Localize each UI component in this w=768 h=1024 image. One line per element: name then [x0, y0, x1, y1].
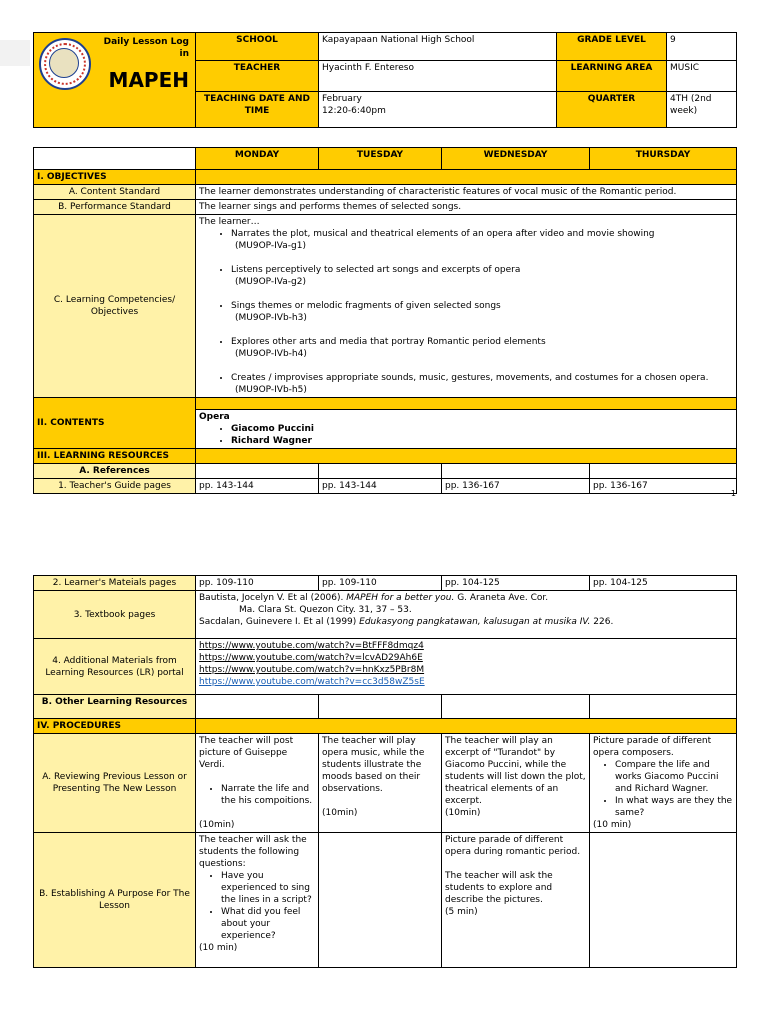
teachers-guide-label: 1. Teacher's Guide pages [34, 479, 196, 494]
grade-label: GRADE LEVEL [557, 33, 667, 61]
learners-materials-label: 2. Learner's Mateials pages [34, 576, 196, 591]
teachers-guide-tuesday: pp. 143-144 [319, 479, 442, 494]
lesson-table-page-2 [33, 575, 737, 968]
objectives-heading: I. OBJECTIVES [34, 170, 196, 185]
youtube-link[interactable]: https://www.youtube.com/watch?v=lcvAD29Ah6E [199, 653, 423, 663]
competency-item: • Creates / improvises appropriate sounds, music, gestures, movements, and costumes for a chosen opera. [231, 372, 733, 384]
reviewing-tuesday: The teacher will play opera music, while the students illustrate the moods based on their observations. (10min) [319, 734, 442, 833]
subject-title: MAPEH [108, 68, 189, 92]
purpose-monday: The teacher will ask the students the following questions: • Have you experienced to sing the lines in a script? • What did you feel about your experience? (10 min) [196, 833, 319, 968]
lesson-table-page-1 [33, 147, 737, 494]
teacher-label: TEACHER [196, 61, 319, 92]
learners-materials-monday: pp. 109-110 [196, 576, 319, 591]
day-header-tuesday: TUESDAY [319, 148, 442, 170]
purpose-thursday [590, 833, 737, 968]
textbook-value: Bautista, Jocelyn V. Et al (2006). MAPEH for a better you. G. Araneta Ave. Cor. Ma. Clara St. Quezon City. 31, 37 – 53. Sacdalan, Guinevere I. Et al (1999) Edukasyong pangkatawan, kalusugan at musika IV. 226. [196, 591, 737, 639]
day-header-wednesday: WEDNESDAY [442, 148, 590, 170]
purpose-tuesday [319, 833, 442, 968]
contents-heading: II. CONTENTS [34, 398, 196, 449]
area-label: LEARNING AREA [557, 61, 667, 92]
learners-materials-tuesday: pp. 109-110 [319, 576, 442, 591]
date-value: February 12:20-6:40pm [319, 92, 557, 128]
references-label: A. References [34, 464, 196, 479]
school-logo-cell [34, 33, 196, 128]
header-table [33, 32, 737, 128]
additional-materials-label: 4. Additional Materials from Learning Resources (LR) portal [34, 639, 196, 695]
resources-heading: III. LEARNING RESOURCES [34, 449, 196, 464]
day-header-thursday: THURSDAY [590, 148, 737, 170]
corner-cell [34, 148, 196, 170]
learners-materials-thursday: pp. 104-125 [590, 576, 737, 591]
grade-value: 9 [667, 33, 737, 61]
school-value: Kapayapaan National High School [319, 33, 557, 61]
content-standard-label: A. Content Standard [34, 185, 196, 200]
youtube-link[interactable]: https://www.youtube.com/watch?v=BtFFF8dmqz4 [199, 641, 424, 651]
learners-materials-wednesday: pp. 104-125 [442, 576, 590, 591]
other-resources-label: B. Other Learning Resources [34, 695, 196, 719]
teachers-guide-monday: pp. 143-144 [196, 479, 319, 494]
teacher-value: Hyacinth F. Entereso [319, 61, 557, 92]
page-number: 1 [730, 489, 736, 498]
textbook-label: 3. Textbook pages [34, 591, 196, 639]
reviewing-wednesday: The teacher will play an excerpt of "Turandot" by Giacomo Puccini, while the students will list down the plot, theatrical elements of an excerpt. (10min) [442, 734, 590, 833]
purpose-wednesday: Picture parade of different opera during romantic period. The teacher will ask the students to explore and describe the pictures. (5 min) [442, 833, 590, 968]
competency-item: • Narrates the plot, musical and theatrical elements of an opera after video and movie showing [231, 228, 733, 240]
contents-value: Opera • Giacomo Puccini • Richard Wagner [196, 410, 737, 449]
youtube-link[interactable]: https://www.youtube.com/watch?v=hnKxz5PBr8M [199, 665, 425, 675]
teachers-guide-thursday: pp. 136-167 [590, 479, 737, 494]
deped-seal-icon [39, 38, 91, 90]
purpose-label: B. Establishing A Purpose For The Lesson [34, 833, 196, 968]
day-header-monday: MONDAY [196, 148, 319, 170]
procedures-heading: IV. PROCEDURES [34, 719, 196, 734]
additional-materials-links [196, 639, 737, 695]
dll-title: Daily Lesson Log in [103, 37, 189, 59]
competency-item: • Listens perceptively to selected art songs and excerpts of opera [231, 264, 733, 276]
contents-item: • Richard Wagner [231, 435, 733, 447]
youtube-link[interactable]: https://www.youtube.com/watch?v=cc3d58wZ5sE [199, 677, 425, 687]
quarter-value: 4TH (2nd week) [667, 92, 737, 128]
school-label: SCHOOL [196, 33, 319, 61]
teachers-guide-wednesday: pp. 136-167 [442, 479, 590, 494]
content-standard-value: The learner demonstrates understanding of characteristic features of vocal music of the Romantic period. [196, 185, 737, 200]
competencies-label: C. Learning Competencies/ Objectives [34, 215, 196, 398]
performance-standard-label: B. Performance Standard [34, 200, 196, 215]
competency-item: • Sings themes or melodic fragments of given selected songs [231, 300, 733, 312]
area-value: MUSIC [667, 61, 737, 92]
competencies-list: The learner… • Narrates the plot, musical and theatrical elements of an opera after video and movie showing (MU9OP-IVa-g1) • Listens perceptively to selected art songs and excerpts of opera (MU9OP-IVa-g2) • Sings themes or melodic fragments of given selected songs (MU9OP-IVb-h3) • Explores other arts and media that portray Romantic period elements (MU9OP-IVb-h4) • Creates / improvises appropriate sounds, music, gestures, movements, and costumes for a chosen opera. (MU9OP-IVb-h5) [196, 215, 737, 398]
quarter-label: QUARTER [557, 92, 667, 128]
reviewing-monday: The teacher will post picture of Guiseppe Verdi. • Narrate the life and the his compoitions. (10min) [196, 734, 319, 833]
reviewing-thursday: Picture parade of different opera composers. • Compare the life and works Giacomo Puccini and Richard Wagner. • In what ways are they the same? (10 min) [590, 734, 737, 833]
page-shadow [0, 40, 30, 66]
reviewing-label: A. Reviewing Previous Lesson or Presenting The New Lesson [34, 734, 196, 833]
performance-standard-value: The learner sings and performs themes of selected songs. [196, 200, 737, 215]
date-label: TEACHING DATE AND TIME [196, 92, 319, 128]
competency-item: • Explores other arts and media that portray Romantic period elements [231, 336, 733, 348]
contents-item: • Giacomo Puccini [231, 423, 733, 435]
